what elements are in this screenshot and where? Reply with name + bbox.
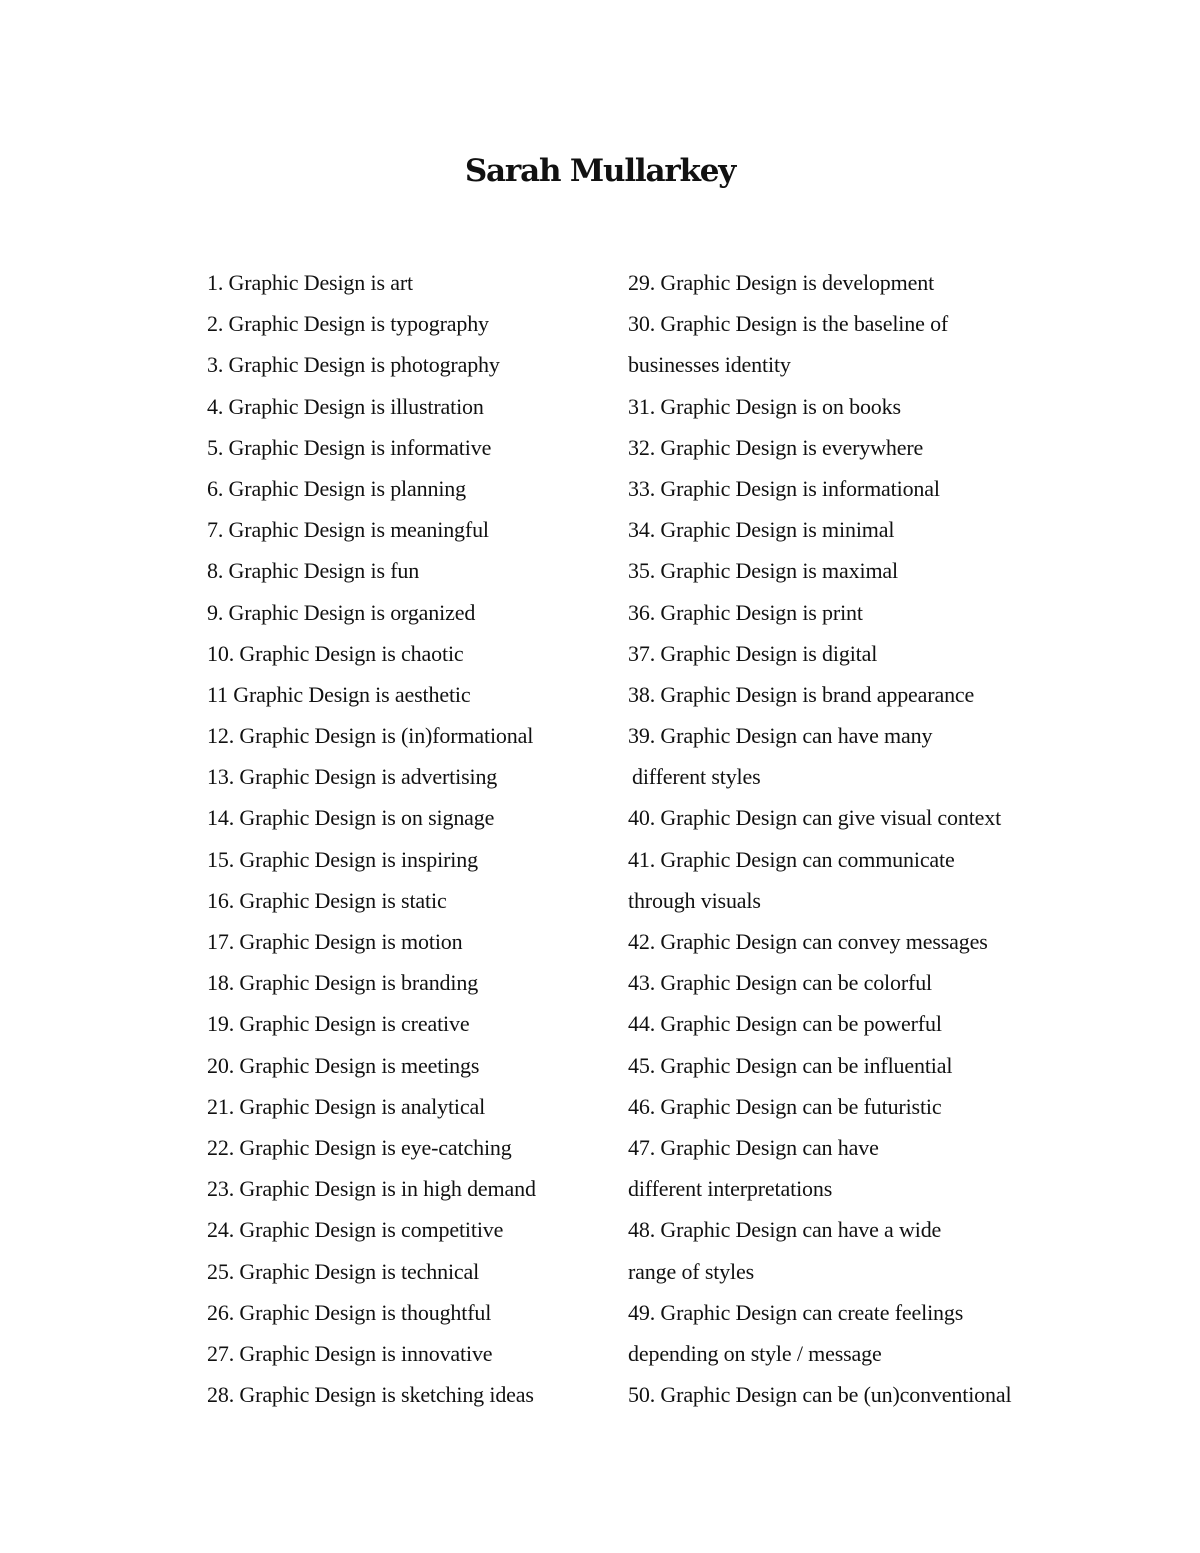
right-list-column: [628, 262, 1048, 1415]
list-item: 44. Graphic Design can be powerful: [628, 1011, 942, 1037]
list-item: 48. Graphic Design can have a wide: [628, 1217, 942, 1243]
list-item: 12. Graphic Design is (in)formational: [207, 723, 534, 749]
list-item: 36. Graphic Design is print: [628, 599, 863, 625]
list-item-continuation: different interpretations: [628, 1176, 833, 1202]
list-item: 11 Graphic Design is aesthetic: [207, 681, 471, 707]
list-item: 10. Graphic Design is chaotic: [207, 640, 464, 666]
list-item: 42. Graphic Design can convey messages: [628, 929, 988, 954]
list-item: 13. Graphic Design is advertising: [207, 764, 498, 790]
list-item-continuation: depending on style / message: [628, 1340, 882, 1366]
list-item: 8. Graphic Design is fun: [207, 558, 420, 584]
list-item: 20. Graphic Design is meetings: [207, 1052, 480, 1078]
list-item: 15. Graphic Design is inspiring: [207, 846, 478, 872]
list-item: 47. Graphic Design can have: [628, 1134, 879, 1160]
list-item: 31. Graphic Design is on books: [628, 393, 901, 419]
list-item-continuation: range of styles: [628, 1258, 755, 1284]
list-item: 9. Graphic Design is organized: [207, 599, 476, 625]
list-item: 18. Graphic Design is branding: [207, 970, 479, 996]
list-item: 2. Graphic Design is typography: [207, 311, 489, 337]
list-item: 4. Graphic Design is illustration: [207, 393, 484, 419]
list-item: 29. Graphic Design is development: [628, 270, 935, 295]
list-item-continuation: through visuals: [628, 887, 761, 913]
list-item: 26. Graphic Design is thoughtful: [207, 1299, 492, 1325]
list-item: 49. Graphic Design can create feelings: [628, 1299, 964, 1325]
list-item: 32. Graphic Design is everywhere: [628, 434, 924, 460]
list-item: 28. Graphic Design is sketching ideas: [207, 1382, 534, 1408]
list-item: 22. Graphic Design is eye-catching: [207, 1134, 512, 1160]
list-item-continuation: different styles: [632, 764, 761, 790]
list-item: 30. Graphic Design is the baseline of: [628, 311, 949, 337]
list-item: 14. Graphic Design is on signage: [207, 805, 495, 831]
list-item: 7. Graphic Design is meaningful: [207, 517, 489, 543]
list-item: 6. Graphic Design is planning: [207, 475, 466, 501]
list-item: 24. Graphic Design is competitive: [207, 1217, 504, 1243]
list-item: 27. Graphic Design is innovative: [207, 1340, 493, 1366]
list-item: 41. Graphic Design can communicate: [628, 846, 955, 872]
list-item: 35. Graphic Design is maximal: [628, 558, 898, 584]
list-item-continuation: businesses identity: [628, 352, 791, 378]
list-item: 19. Graphic Design is creative: [207, 1011, 470, 1037]
list-item: 34. Graphic Design is minimal: [628, 517, 895, 543]
list-item: 21. Graphic Design is analytical: [207, 1093, 486, 1119]
list-item: 17. Graphic Design is motion: [207, 929, 463, 954]
list-item: 1. Graphic Design is art: [207, 270, 413, 295]
list-item: 23. Graphic Design is in high demand: [207, 1176, 536, 1202]
list-item: 25. Graphic Design is technical: [207, 1258, 480, 1284]
left-list-column: [207, 262, 607, 1415]
list-item: 33. Graphic Design is informational: [628, 475, 940, 501]
page-title: Sarah Mullarkey: [464, 153, 736, 189]
list-item: 39. Graphic Design can have many: [628, 723, 933, 749]
list-item: 16. Graphic Design is static: [207, 887, 447, 913]
list-item: 5. Graphic Design is informative: [207, 434, 492, 460]
list-item: 38. Graphic Design is brand appearance: [628, 681, 975, 707]
list-item: 50. Graphic Design can be (un)conventional: [628, 1382, 1012, 1408]
list-item: 43. Graphic Design can be colorful: [628, 970, 933, 996]
list-item: 45. Graphic Design can be influential: [628, 1052, 953, 1078]
list-item: 37. Graphic Design is digital: [628, 640, 878, 666]
list-item: 3. Graphic Design is photography: [207, 352, 500, 378]
list-item: 40. Graphic Design can give visual context: [628, 805, 1002, 831]
list-item: 46. Graphic Design can be futuristic: [628, 1093, 942, 1119]
